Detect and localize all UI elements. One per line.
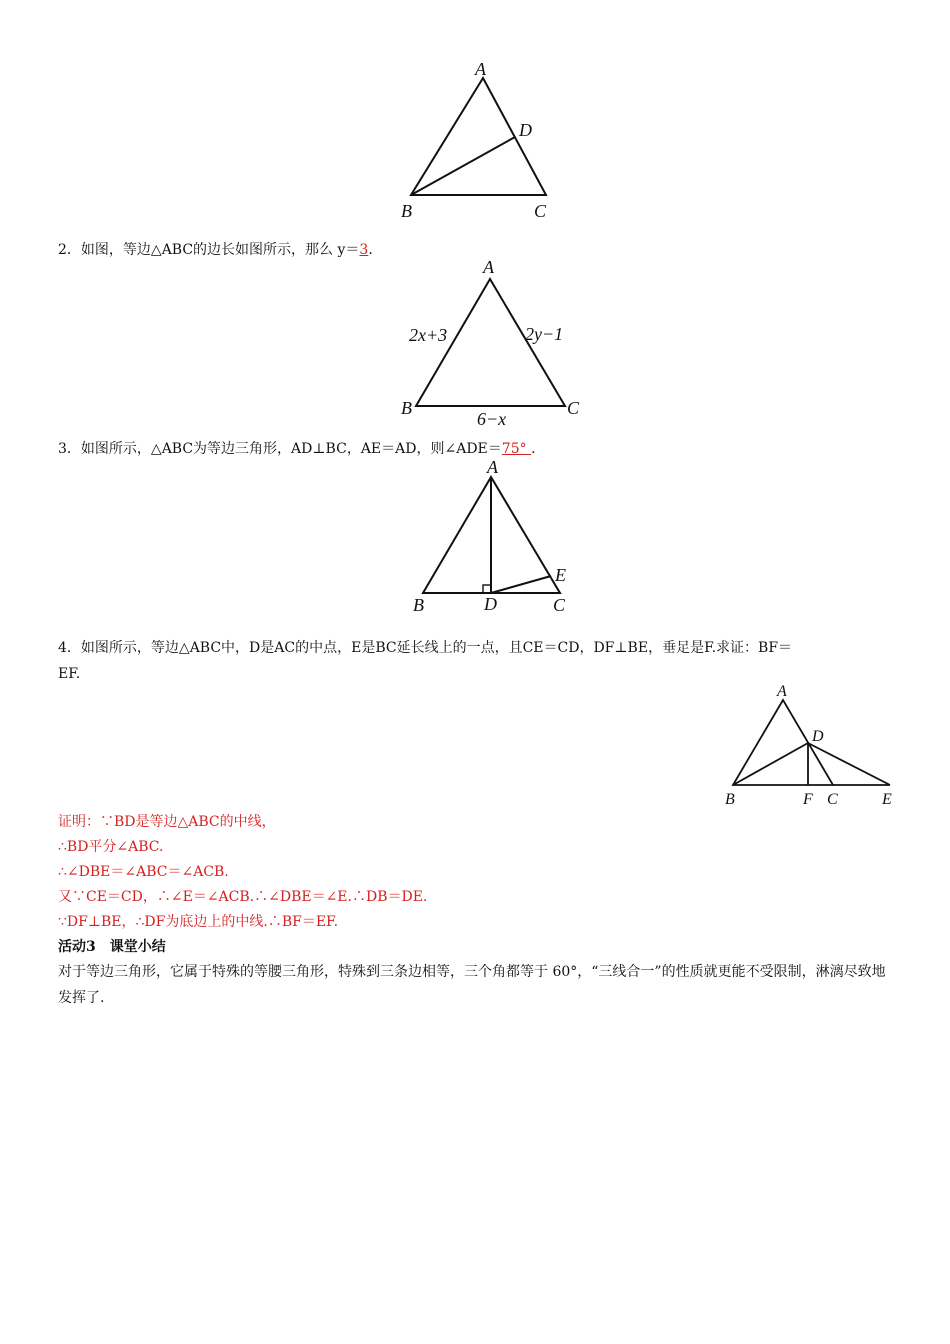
proof-line-5: ∵DF⊥BE，∴DF为底边上的中线.∴BF＝EF. bbox=[58, 914, 339, 930]
label-f: F bbox=[803, 791, 813, 808]
label-c: C bbox=[567, 398, 580, 418]
label-c: C bbox=[534, 201, 547, 221]
label-b: B bbox=[401, 398, 412, 418]
problem-4-text: 如图所示，等边△ABC中，D是AC的中点，E是BC延长线上的一点，且CE＝CD，DF⊥BE，垂足是F.求证：BF＝ bbox=[80, 640, 793, 656]
label-a: A bbox=[777, 683, 787, 700]
activity-3-summary: 对于等边三角形，它属于特殊的等腰三角形，特殊到三条边相等，三个角都等于 60°，“三线合一”的性质就更能不受限制，淋漓尽致地发挥了. bbox=[58, 964, 886, 1006]
figure-triangle-bd bbox=[395, 55, 565, 225]
label-e: E bbox=[555, 565, 566, 585]
problem-4-number: 4． bbox=[58, 640, 81, 656]
problem-4-line-1 bbox=[58, 638, 792, 658]
segment-de bbox=[491, 576, 551, 593]
side-ab-label: 2x+3 bbox=[409, 325, 448, 345]
label-a: A bbox=[483, 257, 494, 277]
figure-triangle-sides bbox=[395, 255, 595, 430]
label-a: A bbox=[487, 457, 498, 477]
problem-2-number: 2． bbox=[58, 242, 81, 258]
segment-bd bbox=[733, 743, 808, 785]
problem-3-number: 3． bbox=[58, 441, 81, 457]
problem-2-end: . bbox=[368, 242, 373, 258]
problem-2-text: 如图，等边△ABC的边长如图所示，那么 y＝ bbox=[80, 242, 360, 258]
label-d: D bbox=[812, 728, 824, 745]
side-bc-label: 6−x bbox=[477, 409, 507, 429]
label-d: D bbox=[484, 594, 497, 614]
problem-4-text-cont: EF. bbox=[58, 666, 81, 682]
proof-line-1: 证明：∵BD是等边△ABC的中线， bbox=[58, 814, 276, 830]
problem-4-line-2 bbox=[58, 664, 80, 684]
proof-line-2: ∴BD平分∠ABC. bbox=[58, 839, 164, 855]
problem-3-end: . bbox=[531, 441, 536, 457]
activity-3-title: 活动3 课堂小结 bbox=[58, 939, 166, 955]
proof-line-3: ∴∠DBE＝∠ABC＝∠ACB. bbox=[58, 864, 229, 880]
label-b: B bbox=[401, 201, 412, 221]
figure-triangle-altitude bbox=[405, 455, 585, 620]
right-angle-mark bbox=[483, 585, 491, 593]
side-ac-label: 2y−1 bbox=[525, 324, 564, 344]
label-b: B bbox=[725, 791, 735, 808]
problem-2-answer: 3 bbox=[359, 242, 369, 258]
proof-line-4: 又∵CE＝CD，∴∠E＝∠ACB.∴∠DBE＝∠E.∴DB＝DE. bbox=[58, 889, 428, 905]
figure-triangle-extension bbox=[718, 680, 898, 812]
segment-bd bbox=[411, 137, 515, 195]
label-c: C bbox=[553, 595, 566, 615]
problem-2 bbox=[58, 240, 373, 260]
problem-3-text: 如图所示，△ABC为等边三角形，AD⊥BC，AE＝AD，则∠ADE＝ bbox=[80, 441, 502, 457]
label-e: E bbox=[882, 791, 892, 808]
label-d: D bbox=[519, 120, 532, 140]
label-b: B bbox=[413, 595, 424, 615]
problem-3-answer: 75° bbox=[501, 441, 527, 457]
label-a: A bbox=[475, 59, 486, 79]
label-c: C bbox=[827, 791, 838, 808]
